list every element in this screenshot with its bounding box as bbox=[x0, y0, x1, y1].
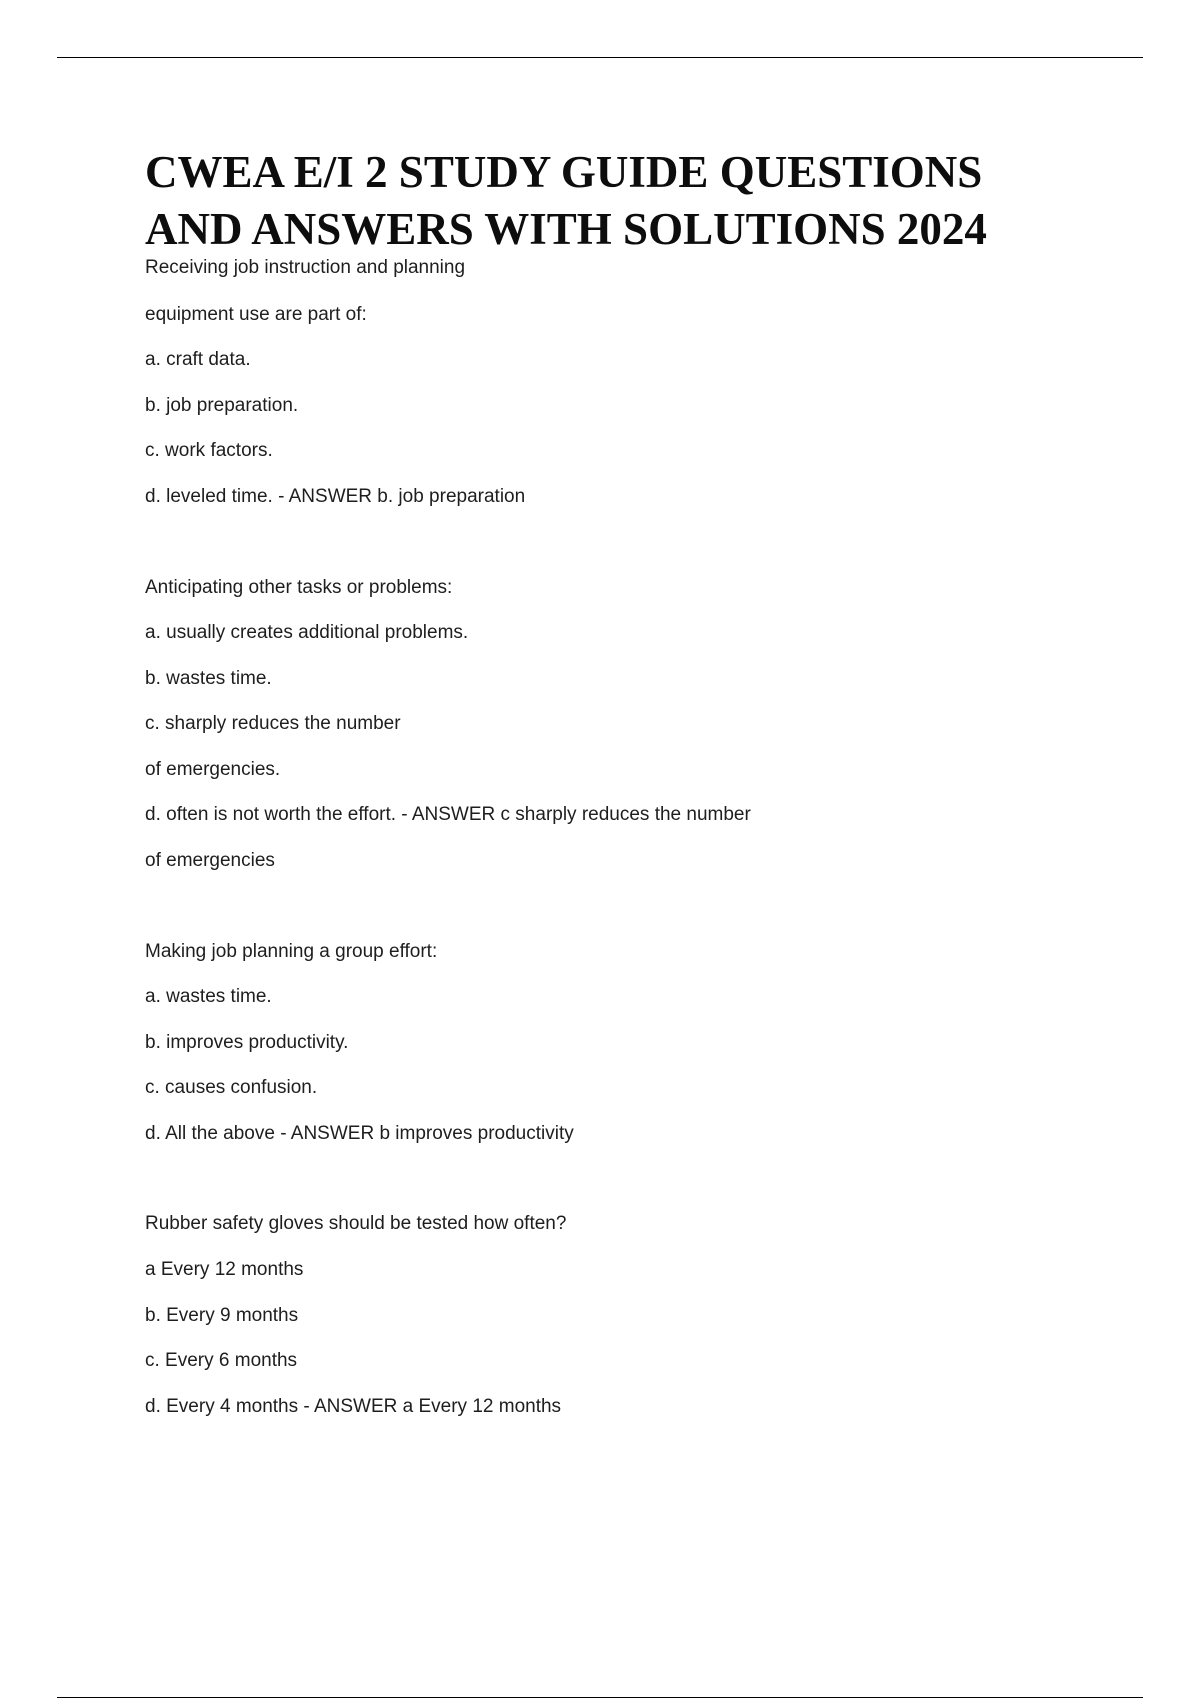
question-1-prompt-line-2: equipment use are part of: bbox=[145, 304, 367, 325]
document-title bbox=[145, 144, 1105, 258]
question-3-option-c: c. causes confusion. bbox=[145, 1077, 318, 1098]
question-3-option-b: b. improves productivity. bbox=[145, 1032, 349, 1053]
question-4-option-c: c. Every 6 months bbox=[145, 1350, 298, 1371]
question-2-option-c-cont: of emergencies. bbox=[145, 759, 281, 780]
question-1-option-a: a. craft data. bbox=[145, 349, 251, 370]
question-1-option-b: b. job preparation. bbox=[145, 395, 299, 416]
question-2-option-a: a. usually creates additional problems. bbox=[145, 622, 469, 643]
question-3-prompt: Making job planning a group effort: bbox=[145, 941, 438, 962]
title-line-2: AND ANSWERS WITH SOLUTIONS 2024 bbox=[145, 204, 987, 254]
question-4-prompt: Rubber safety gloves should be tested how often? bbox=[145, 1213, 567, 1234]
question-2-answer-cont: of emergencies bbox=[145, 850, 275, 871]
question-4-option-a: a Every 12 months bbox=[145, 1259, 304, 1280]
title-line-1: CWEA E/I 2 STUDY GUIDE QUESTIONS bbox=[145, 147, 983, 197]
question-4-option-b: b. Every 9 months bbox=[145, 1305, 299, 1326]
question-1-option-d-answer: d. leveled time. - ANSWER b. job preparation bbox=[145, 486, 526, 507]
question-1-prompt-line-1: Receiving job instruction and planning bbox=[145, 257, 466, 278]
question-4-option-d-answer: d. Every 4 months - ANSWER a Every 12 months bbox=[145, 1396, 562, 1417]
question-2-option-d-answer: d. often is not worth the effort. - ANSWER c sharply reduces the number bbox=[145, 804, 751, 825]
bottom-rule bbox=[57, 1697, 1143, 1698]
top-rule bbox=[57, 57, 1143, 58]
question-3-option-a: a. wastes time. bbox=[145, 986, 272, 1007]
question-2-option-c: c. sharply reduces the number bbox=[145, 713, 401, 734]
question-2-prompt: Anticipating other tasks or problems: bbox=[145, 577, 453, 598]
question-2-option-b: b. wastes time. bbox=[145, 668, 272, 689]
question-3-option-d-answer: d. All the above - ANSWER b improves productivity bbox=[145, 1123, 574, 1144]
question-1-option-c: c. work factors. bbox=[145, 440, 273, 461]
